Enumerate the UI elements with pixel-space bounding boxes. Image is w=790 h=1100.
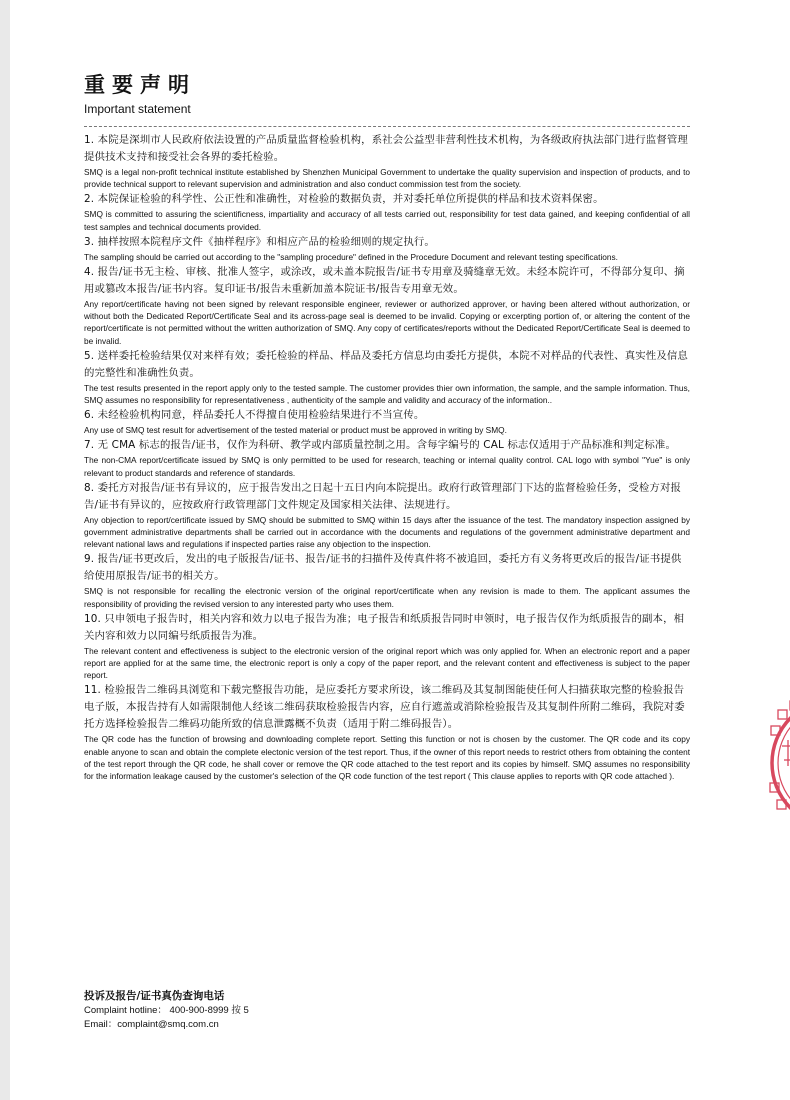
statement-english-text: The relevant content and effectiveness is subject to the electronic version of the original report which was only applied for. When an electronic report and a paper report are applied for at the same time, the electronic report is only a copy of the paper report, and the relevant content and effectiveness is subject to the paper report. — [84, 645, 690, 681]
statement-item — [84, 480, 690, 551]
statement-english-text: The sampling should be carried out according to the "sampling procedure" defined in the Procedure Document and relevant testing specifications. — [84, 251, 618, 262]
statement-chinese-text: 9. 报告/证书更改后，发出的电子版报告/证书、报告/证书的扫描件及传真件将不被追回，委托方有义务将更改后的报告/证书提供给使用原报告/证书的相关方。 — [84, 553, 682, 583]
page-subtitle: Important statement — [84, 102, 191, 116]
complaint-hotline: Complaint hotline： 400-900-8999 按 5 — [84, 1005, 249, 1016]
statement-english-text: Any use of SMQ test result for advertisement of the tested material or product must be approved in writing by SMQ. — [84, 425, 507, 436]
dashed-divider — [84, 126, 690, 127]
statement-chinese-text: 1. 本院是深圳市人民政府依法设置的产品质量监督检验机构，系社会公益型非营利性技术机构，为各级政府执法部门进行监督管理提供技术支持和接受社会各界的委托检验。 — [84, 134, 688, 163]
statement-chinese-text: 11. 检验报告二维码具浏览和下载完整报告功能，是应委托方要求所设，该二维码及其复制图能使任何人扫描获取完整的检验报告电子版，本报告持有人如需限制他人经该二维码获取检验报告内容，应自行遮盖或消除检验报告及其复制件所附二维码，我院对委托方选择检验报告二维码功能所致的信息泄露概不负责（适用于附二维码报告）。 — [84, 684, 685, 731]
statement-chinese-text: 7. 无 CMA 标志的报告/证书，仅作为科研、教学或内部质量控制之用。含每字编号的 CAL 标志仅适用于产品标准和判定标准。 — [84, 439, 676, 452]
statement-english-text: The non-CMA report/certificate issued by SMQ is only permitted to be used for research, teaching or internal quality control. CAL logo with symbol "Yue" is only relevant to product standards and reference of standards. — [84, 455, 690, 478]
statement-chinese-text: 8. 委托方对报告/证书有异议的，应于报告发出之日起十五日内向本院提出。政府行政管理部门下达的监督检验任务，受检方对报告/证书有异议的，应按政府行政管理部门文件规定及国家相关法律、法规进行。 — [84, 481, 682, 511]
statement-item — [84, 407, 690, 436]
statement-item — [84, 132, 690, 190]
statement-chinese-text: 2. 本院保证检验的科学性、公正性和准确性，对检验的数据负责，并对委托单位所提供的样品和技术资料保密。 — [84, 193, 604, 206]
statement-chinese-text: 4. 报告/证书无主检、审核、批准人签字，或涂改，或未盖本院报告/证书专用章及骑缝章无效。未经本院许可，不得部分复印、摘用或篡改本报告/证书内容。复印证书/报告未重新加盖本院证书/报告专用章无效。 — [84, 266, 685, 296]
statement-content — [84, 72, 690, 783]
statement-english-text: SMQ is a legal non-profit technical institute established by Shenzhen Municipal Government to undertake the quality supervision and inspection of products, and to provide technical support to relevant supervision and administration and also conduct commission test from the society. — [84, 167, 690, 190]
contact-block — [84, 988, 484, 1032]
statement-item — [84, 682, 690, 782]
statement-list — [84, 132, 690, 782]
page-title: 重要声明 — [84, 73, 196, 97]
statement-chinese-text: 5. 送样委托检验结果仅对来样有效；委托检验的样品、样品及委托方信息均由委托方提供，本院不对样品的代表性、真实性及信息的完整性和准确性负责。 — [84, 349, 688, 379]
statement-item — [84, 234, 690, 263]
statement-english-text: SMQ is committed to assuring the scientificness, impartiality and accuracy of all tests carried out, responsibility for test data gained, and keeping confidential of all test samples and technical documents provided. — [84, 209, 690, 232]
statement-item — [84, 551, 690, 609]
statement-english-text: The test results presented in the report apply only to the tested sample. The customer provides thier own information, the sample, and the sample information. Thus, SMQ assumes no responsibility for representativeness , authenticity of the sample and validity and accuracy of the information.. — [84, 382, 690, 406]
contact-title: 投诉及报告/证书真伪查询电话 — [84, 990, 225, 1002]
statement-english-text: Any report/certificate having not been signed by relevant responsible engineer, reviewer or authorized approver, or having been altered without authorization, or without both the Dedicated Report/Certificate Seal and its across-page seal is deemed to be invalid. Copying or excerpting portion of, or altering the content of the report/certificate is not permitted without the written authorization of SMQ. Any copy of certificates/reports without the Dedicated Report/Certificate Seal is deemed to be invalid. — [84, 299, 690, 346]
statement-item — [84, 348, 690, 406]
official-seal-stamp — [758, 688, 790, 838]
statement-english-text: Any objection to report/certificate issued by SMQ should be submitted to SMQ within 15 days after the issuance of the test. The mandatory inspection assigned by government administrative departments shall be carried out in accordance with the documents and regulations of the government administrative department and relevant national laws and regulations if inspected parties raise any objection to the inspection. — [84, 514, 690, 550]
statement-item — [84, 611, 690, 682]
statement-chinese-text: 6. 未经检验机构同意，样品委托人不得擅自使用检验结果进行不当宣传。 — [84, 409, 425, 422]
document-page — [10, 0, 790, 1100]
complaint-email: Email：complaint@smq.com.cn — [84, 1019, 219, 1030]
statement-item — [84, 437, 690, 478]
statement-item — [84, 191, 690, 232]
statement-chinese-text: 10. 只申领电子报告时，相关内容和效力以电子报告为准；电子报告和纸质报告同时申领时，电子报告仅作为纸质报告的副本，相关内容和效力以同编号纸质报告为准。 — [84, 612, 685, 642]
statement-english-text: The QR code has the function of browsing and downloading complete report. Setting this function or not is chosen by the customer. The QR code and its copy enable anyone to scan and obtain the complete electonic version of the test report. Thus, if the owner of this report needs to restrict others from obtaining the content of the test report through the QR code, he shall cover or remove the QR code attached to the test report and its copies by himself. SMQ assumes no responsibility for the information leakage caused by the customer's selection of the QR code function of the test report ( This clause applies to reports with QR code attached ). — [84, 734, 690, 782]
statement-chinese-text: 3. 抽样按照本院程序文件《抽样程序》和相应产品的检验细则的规定执行。 — [84, 235, 435, 248]
statement-item — [84, 264, 690, 347]
statement-english-text: SMQ is not responsible for recalling the electronic version of the original report/certificate when any revision is made to them. The applicant assumes the responsibility of providing the revised version to any interested party who uses them. — [84, 586, 690, 609]
